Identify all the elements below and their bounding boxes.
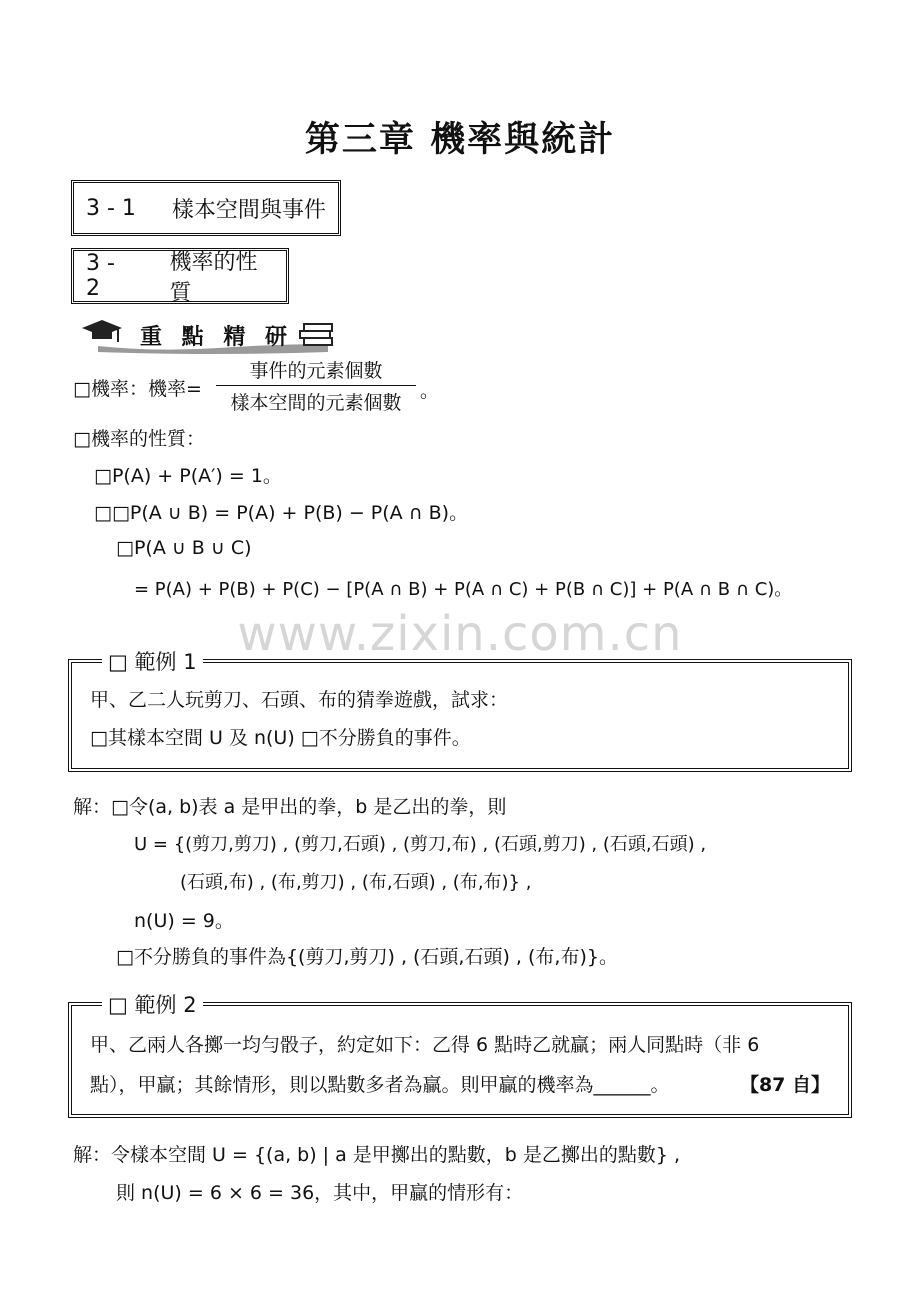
example-2-line-1: 甲、乙兩人各擲一均勻骰子，約定如下：乙得 6 點時乙就贏；兩人同點時（非 6: [90, 1034, 760, 1056]
property-3-line-1: □P(A ∪ B ∪ C): [116, 537, 252, 559]
key-points-banner: [78, 318, 338, 354]
example-2-box: [68, 993, 852, 1118]
example-2-label: □ 範例 2: [102, 989, 203, 1019]
solution-1-line-2: U = {(剪刀,剪刀) , (剪刀,石頭) , (剪刀,布) , (石頭,剪刀) , (石頭,石頭) ,: [134, 834, 707, 855]
section-label: 樣本空間與事件: [171, 197, 326, 223]
section-3-1-box: [71, 180, 341, 236]
solution-2-line-2: 則 n(U) = 6 × 6 = 36，其中，甲贏的情形有：: [116, 1182, 524, 1204]
property-2: □□P(A ∪ B) = P(A) + P(B) − P(A ∩ B)。: [94, 502, 469, 524]
fraction-denominator: 樣本空間的元素個數: [230, 392, 402, 414]
banner-text: 重 點 精 研: [140, 325, 293, 350]
example-1-label: □ 範例 1: [102, 646, 203, 676]
exam-source-tag: 【87 自】: [739, 1074, 830, 1096]
solution-1-line-5: □不分勝負的事件為{(剪刀,剪刀) , (石頭,石頭) , (布,布)}。: [116, 946, 618, 968]
probability-definition-lead: □機率：機率=: [73, 378, 202, 400]
example-1-line-1: 甲、乙二人玩剪刀、石頭、布的猜拳遊戲，試求：: [90, 689, 509, 711]
definition-end: 。: [420, 380, 440, 402]
properties-heading: □機率的性質：: [73, 428, 205, 450]
section-number: 3 - 1: [86, 195, 136, 221]
solution-1-line-4: n(U) = 9。: [134, 910, 234, 932]
example-1-box: [68, 650, 852, 772]
chapter-title: 第三章 機率與統計: [304, 120, 616, 160]
watermark: www.zixin.com.cn: [237, 606, 683, 662]
example-2-line-2: 點），甲贏；其餘情形，則以點數多者為贏。則甲贏的機率為______。: [90, 1074, 670, 1096]
probability-fraction: [216, 356, 416, 415]
graduation-cap-icon: [82, 320, 122, 342]
example-1-line-2: □其樣本空間 U 及 n(U) □不分勝負的事件。: [90, 727, 471, 749]
solution-2-line-1: 解：令樣本空間 U = {(a, b) | a 是甲擲出的點數，b 是乙擲出的點數} ,: [73, 1144, 681, 1166]
fraction-bar: [216, 385, 416, 386]
property-3-line-2: = P(A) + P(B) + P(C) − [P(A ∩ B) + P(A ∩ C) + P(B ∩ C)] + P(A ∩ B ∩ C)。: [134, 579, 793, 600]
property-1: □P(A) + P(A′) = 1。: [94, 465, 282, 487]
solution-1-line-3: (石頭,布) , (布,剪刀) , (布,石頭) , (布,布)} ,: [180, 872, 532, 893]
books-icon: [300, 324, 332, 345]
section-3-2-box: [71, 248, 289, 304]
fraction-numerator: 事件的元素個數: [249, 360, 383, 382]
section-number: 3 - 2: [86, 251, 115, 301]
section-label: 機率的性質: [169, 250, 258, 306]
solution-1-line-1: 解：□令(a, b)表 a 是甲出的拳，b 是乙出的拳，則: [73, 796, 507, 818]
